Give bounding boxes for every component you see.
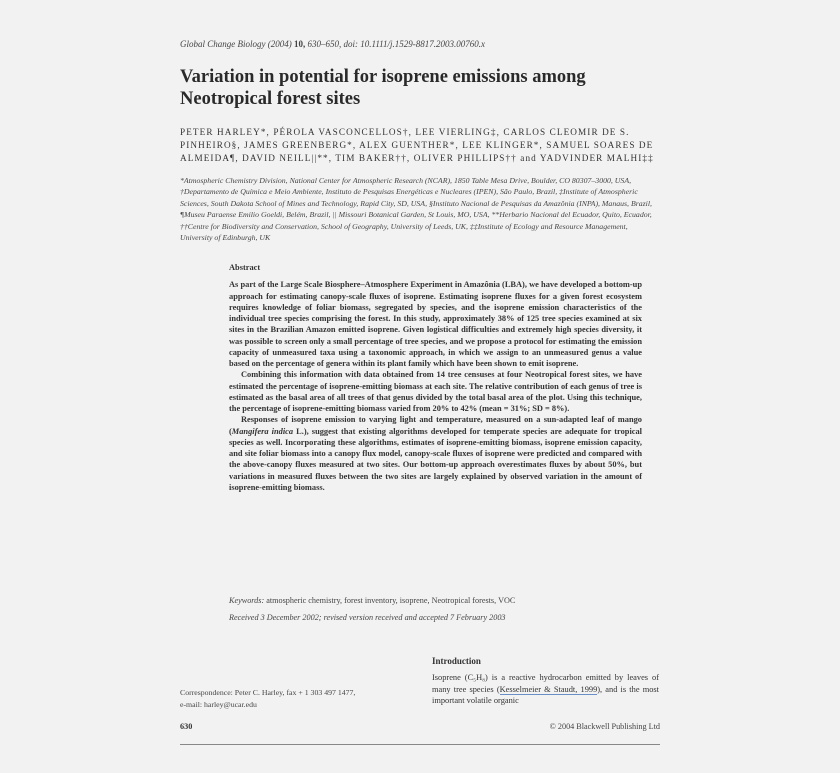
abstract-paragraph-2: Combining this information with data obtained from 14 tree censuses at four Neotropical forest sites, we have estimated the percentage of isoprene-emitting biomass at each site. The relative contribution of each genus of tree is estimated as the basal area of all trees of that genus divided by the total basal area of the plot. Using this technique, the percentage of isoprene-emitting biomass varied from 20% to 42% (mean = 31%; SD = 8%). [229, 370, 642, 413]
correspondence [180, 687, 400, 711]
footer-divider [180, 744, 660, 745]
author-list: PETER HARLEY*, PÉROLA VASCONCELLOS†, LEE VIERLING‡, CARLOS CLEOMIR DE S. PINHEIRO§, JAMES GREENBERG*, ALEX GUENTHER*, LEE KLINGER*, SAMUEL SOARES DE ALMEIDA¶, DAVID NEILL||**, TIM BAKER††, OLIVER PHILLIPS†† and YADVINDER MALHI‡‡ [180, 127, 654, 163]
correspondence-line-2: e-mail: harley@ucar.edu [180, 700, 257, 709]
abstract-paragraph-1: As part of the Large Scale Biosphere–Atmosphere Experiment in Amazônia (LBA), we have developed a bottom-up approach for estimating canopy-scale fluxes of isoprene. Estimating isoprene fluxes for a given forest ecosystem requires knowledge of foliar biomass, segregated by species, and the isoprene emission characteristics of the individual tree species comprising the forest. In this study, approximately 38% of 125 tree species examined at six sites in the Brazilian Amazon emitted isoprene. Given logistical difficulties and extremely high species diversity, it was possible to screen only a small percentage of tree species, and we propose a protocol for estimating the emission capacity of unmeasured taxa using a taxonomic approach, in which we assign to an unmeasured genus a value based on the percentage of genera within its plant family which have been shown to emit isoprene. [229, 280, 642, 368]
intro-text-start: Isoprene (C₅H₈) is a reactive hydrocarbon emitted by leaves of many tree species ( [432, 673, 659, 694]
keywords-list: atmospheric chemistry, forest inventory, isoprene, Neotropical forests, VOC [264, 596, 516, 605]
introduction-text [432, 672, 659, 707]
abstract-p3-end: L.), suggest that existing algorithms developed for temperate species are adequate for tropical species as well. Incorporating these algorithms, estimates of isoprene-emitting biomass, isoprene emission capacity, and site foliar biomass into a canopy flux model, canopy-scale fluxes of isoprene were predicted and compared with the above-canopy fluxes measured at two sites. Our bottom-up approach overestimates fluxes by about 50%, but variations in measured fluxes between the two sites are largely explained by observed variation in the amount of isoprene-emitting biomass. [229, 426, 642, 492]
journal-pages-doi: 630–650, doi: 10.1111/j.1529-8817.2003.00760.x [307, 39, 485, 49]
journal-name: Global Change Biology (2004) [180, 39, 292, 49]
received-dates: Received 3 December 2002; revised version received and accepted 7 February 2003 [229, 613, 506, 622]
affiliations: *Atmospheric Chemistry Division, National Center for Atmospheric Research (NCAR), 1850 Table Mesa Drive, Boulder, CO 80307–3000, USA, †Departamento de Química e Meio Ambiente, Instituto de Pesquisas Energéticas e Nucleares (IPEN), São Paulo, Brazil, ‡Institute of Atmospheric Sciences, South Dakota School of Mines and Technology, Rapid City, SD, USA, §Instituto Nacional de Pesquisas da Amazônia (INPA), Manaus, Brazil, ¶Museu Paraense Emilio Goeldi, Belém, Brazil, || Missouri Botanical Garden, St Louis, MO, USA, **Herbario Nacional del Ecuador, Quito, Ecuador, ††Centre for Biodiversity and Conservation, School of Geography, University of Leeds, UK, ‡‡Institute of Ecology and Resource Management, University of Edinburgh, UK [180, 176, 652, 243]
journal-citation [180, 39, 485, 49]
keywords-label: Keywords: [229, 596, 265, 605]
journal-volume: 10, [294, 39, 306, 49]
species-name: Mangifera indica [231, 426, 294, 436]
citation-link[interactable]: Kesselmeier & Staudt, 1999 [499, 684, 598, 694]
paper-title: Variation in potential for isoprene emissions among Neotropical forest sites [180, 67, 586, 109]
abstract-paragraph-3 [229, 414, 642, 493]
abstract-heading: Abstract [229, 263, 261, 272]
abstract-p3-start: Responses of isoprene emission to varying light and temperature, measured on a sun-adapted leaf of mango ( [229, 415, 642, 436]
abstract-section [229, 262, 642, 493]
intro-text-end: ), and is the most important volatile organic [432, 684, 659, 706]
publisher-notice: © 2004 Blackwell Publishing Ltd [549, 722, 660, 731]
introduction-heading: Introduction [432, 656, 481, 666]
correspondence-line-1: Correspondence: Peter C. Harley, fax + 1 303 497 1477, [180, 688, 356, 697]
keywords [229, 596, 642, 605]
paper-page [180, 0, 660, 773]
page-number: 630 [180, 722, 193, 731]
